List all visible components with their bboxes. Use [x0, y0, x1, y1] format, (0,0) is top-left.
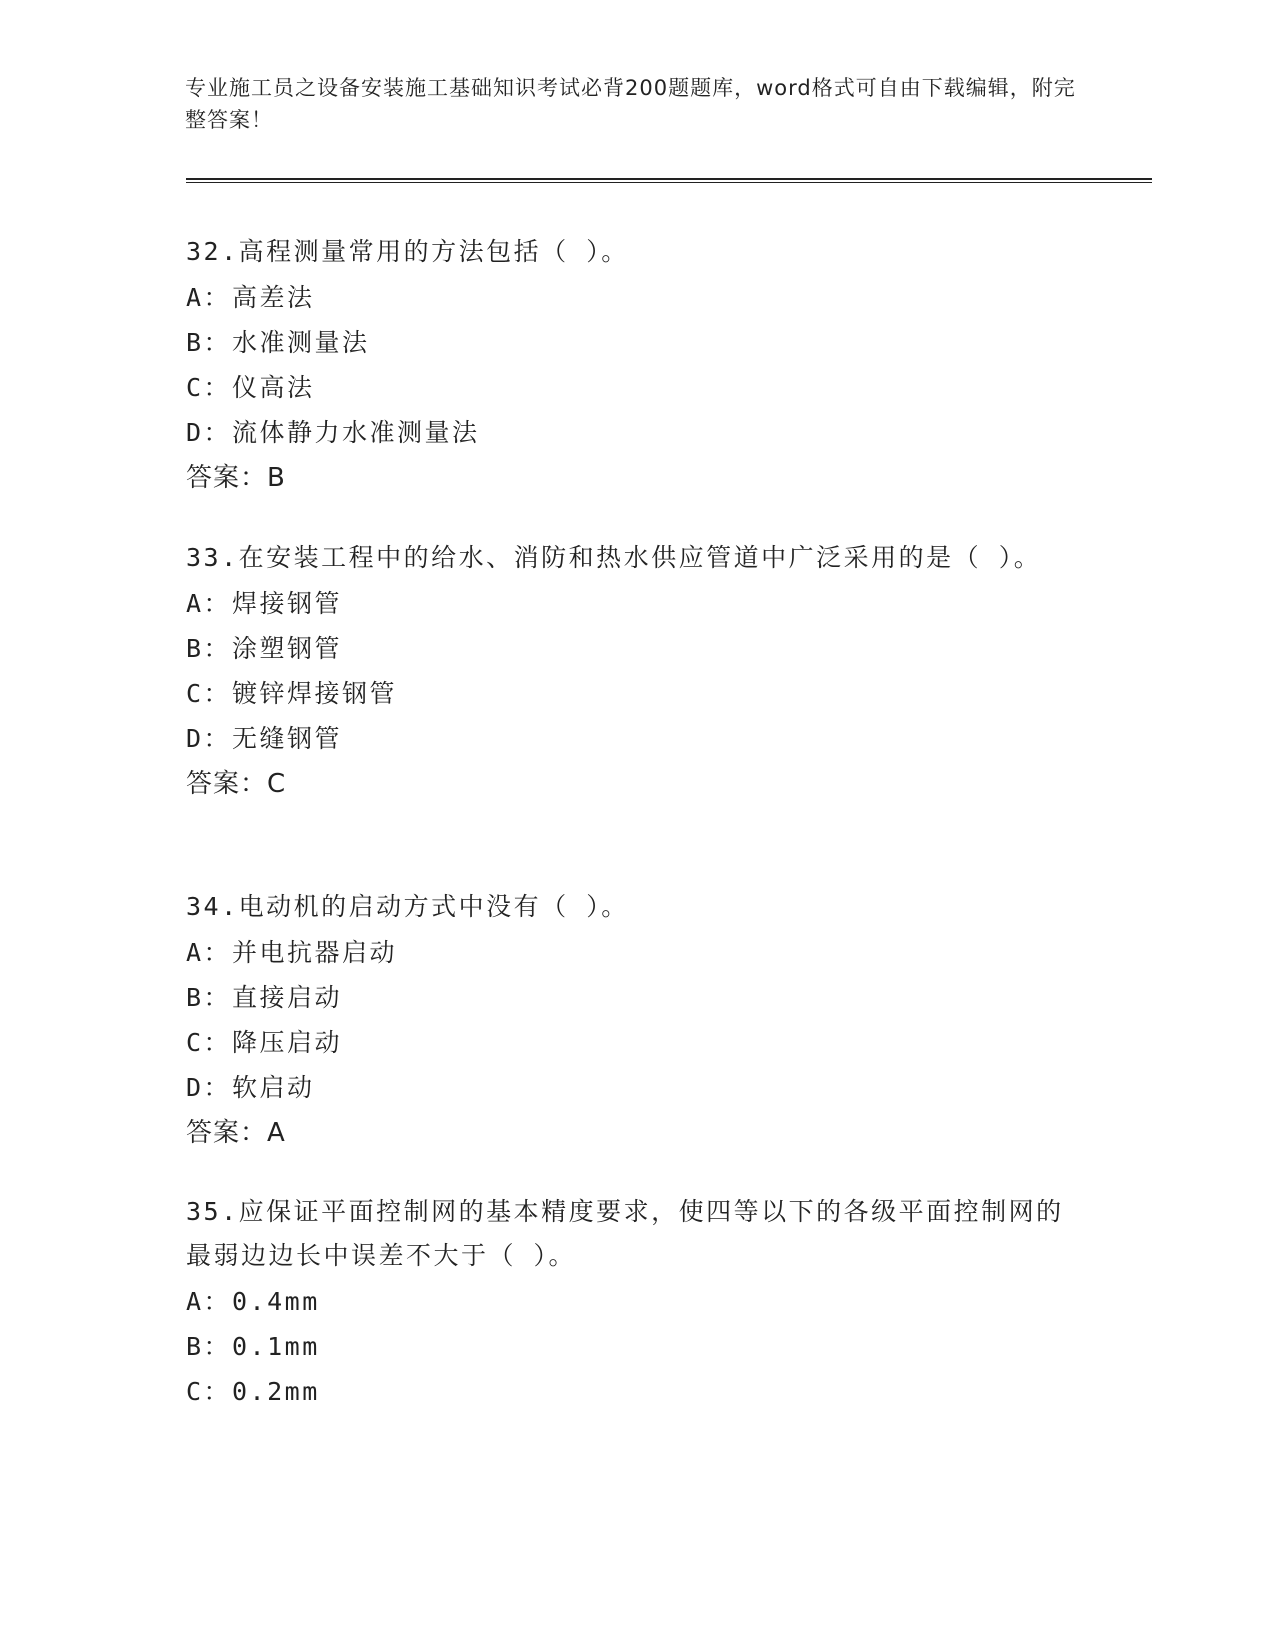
- option-letter: D：: [186, 1073, 232, 1102]
- option-text: 高差法: [232, 283, 315, 312]
- option-b: [186, 1324, 1086, 1369]
- option-letter: D：: [186, 418, 232, 447]
- option-c: [186, 671, 1086, 716]
- option-text: 直接启动: [232, 983, 343, 1012]
- option-b: [186, 975, 1086, 1020]
- option-text: 0.1mm: [232, 1332, 320, 1361]
- header-divider: [186, 178, 1152, 184]
- option-letter: B：: [186, 634, 232, 663]
- answer-line: 答案：C: [186, 769, 287, 799]
- option-text: 镀锌焊接钢管: [232, 679, 398, 708]
- option-letter: C：: [186, 373, 232, 402]
- option-letter: C：: [186, 679, 232, 708]
- option-text: 0.4mm: [232, 1287, 320, 1316]
- option-b: [186, 626, 1086, 671]
- question-stem: 33.在安装工程中的给水、消防和热水供应管道中广泛采用的是（ ）。: [186, 543, 1042, 572]
- question-33: [186, 536, 1086, 807]
- option-d: [186, 716, 1086, 761]
- header-title: 专业施工员之设备安装施工基础知识考试必背200题题库，word格式可自由下载编辑，附完整答案！: [185, 76, 1076, 132]
- option-letter: B：: [186, 983, 232, 1012]
- question-35: [186, 1190, 1086, 1414]
- option-a: [186, 581, 1086, 626]
- option-text: 降压启动: [232, 1028, 343, 1057]
- option-c: [186, 1369, 1086, 1414]
- option-letter: C：: [186, 1028, 232, 1057]
- option-text: 水准测量法: [232, 328, 370, 357]
- option-text: 流体静力水准测量法: [232, 418, 480, 447]
- option-letter: A：: [186, 1287, 232, 1316]
- option-letter: D：: [186, 724, 232, 753]
- option-text: 焊接钢管: [232, 589, 343, 618]
- option-text: 无缝钢管: [232, 724, 343, 753]
- option-letter: B：: [186, 1332, 232, 1361]
- option-letter: B：: [186, 328, 232, 357]
- option-letter: A：: [186, 938, 232, 967]
- option-letter: A：: [186, 283, 232, 312]
- option-a: [186, 1279, 1086, 1324]
- question-stem: 35.应保证平面控制网的基本精度要求，使四等以下的各级平面控制网的最弱边边长中误差不大于（ ）。: [186, 1197, 1064, 1270]
- option-text: 仪高法: [232, 373, 315, 402]
- option-letter: A：: [186, 589, 232, 618]
- question-stem: 32.高程测量常用的方法包括（ ）。: [186, 237, 629, 266]
- option-text: 涂塑钢管: [232, 634, 343, 663]
- question-stem: 34.电动机的启动方式中没有（ ）。: [186, 892, 629, 921]
- document-header: [185, 72, 1085, 136]
- option-a: [186, 930, 1086, 975]
- option-d: [186, 410, 1086, 455]
- option-b: [186, 320, 1086, 365]
- option-a: [186, 275, 1086, 320]
- question-32: [186, 230, 1086, 501]
- option-c: [186, 1020, 1086, 1065]
- option-text: 软启动: [232, 1073, 315, 1102]
- option-d: [186, 1065, 1086, 1110]
- option-c: [186, 365, 1086, 410]
- answer-line: 答案：A: [186, 1118, 286, 1148]
- option-letter: C：: [186, 1377, 232, 1406]
- option-text: 并电抗器启动: [232, 938, 398, 967]
- question-34: [186, 885, 1086, 1156]
- option-text: 0.2mm: [232, 1377, 320, 1406]
- answer-line: 答案：B: [186, 463, 286, 493]
